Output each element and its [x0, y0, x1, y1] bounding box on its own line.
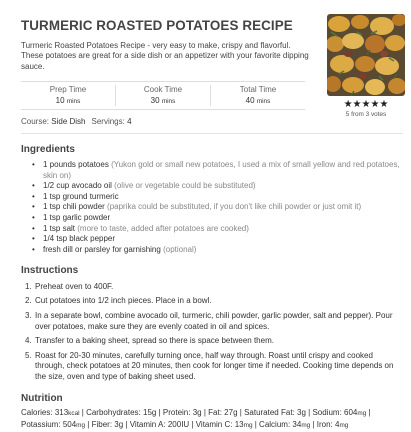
- total-time: [210, 85, 305, 106]
- nutrition-item: Saturated Fat: 3g: [244, 408, 306, 418]
- nutrition-item: Fat: 27g: [208, 408, 238, 418]
- nutrition-item: Sodium: 604mg: [312, 408, 367, 418]
- instruction-step: 2. Cut potatoes into 1/2 inch pieces. Place in a bowl.: [25, 296, 212, 306]
- instruction-step: 5. Roast for 20-30 minutes, carefully turning once, half way through. Roast until crispy and cooked through, check potatoes at 20 minutes, then cook for longer time if needed. Cooking time depends on the size, oven and type of baking sheet used.: [25, 350, 394, 382]
- ingredient-item: • 1 tsp garlic powder: [43, 213, 401, 224]
- nutrition-heading: Nutrition: [21, 392, 63, 404]
- nutrition-item: Potassium: 504mg: [21, 419, 86, 429]
- ingredient-item: • fresh dill or parsley for garnishing (optional): [43, 245, 401, 256]
- nutrition-item: Protein: 3g: [162, 408, 202, 418]
- recipe-photo[interactable]: [327, 14, 405, 96]
- recipe-summary: Turmeric Roasted Potatoes Recipe - very easy to make, crispy and flavorful. These potatoes are great for a side dish or an appetizer with your favorite dipping sauce.: [21, 40, 309, 71]
- ingredient-item: • 1 pounds potatoes (Yukon gold or small new potatoes, I used a mix of small yellow and red potatoes, skin on): [43, 160, 401, 181]
- nutrition-facts: Calories: 313kcal | Carbohydrates: 15g | Protein: 3g | Fat: 27g | Saturated Fat: 3g | Sodium: 604mg | Potassium: 504mg | Fiber: 3g | Vitamin A: 200IU | Vitamin C: 13mg | Calcium: 34mg | Iron: 4mg: [21, 408, 371, 429]
- nutrition-item: Vitamin A: 200IU: [129, 419, 190, 429]
- servings-info: Servings: 4: [91, 116, 132, 126]
- ingredient-item: • 1 tsp salt (more to taste, added after potatoes are cooked): [43, 224, 401, 235]
- ingredient-item: • 1/4 tsp black pepper: [43, 234, 401, 245]
- ingredients-heading: Ingredients: [21, 143, 75, 155]
- ingredients-list: [21, 160, 401, 255]
- time-value: 10 mins: [55, 95, 81, 105]
- nutrition-item: Calcium: 34mg: [259, 419, 311, 429]
- course-info: Course: Side Dish: [21, 116, 86, 126]
- instruction-step: 3. In a separate bowl, combine avocado oil, turmeric, chili powder, garlic powder, salt and pepper). Pour over potatoes, make sure they are evenly coated in oil and spices.: [25, 311, 393, 331]
- time-label: Prep Time: [49, 84, 87, 94]
- time-label: Total Time: [239, 84, 277, 94]
- rating-stars[interactable]: ★★★★★: [343, 99, 389, 110]
- divider: [21, 133, 403, 134]
- nutrition-item: Iron: 4mg: [316, 419, 349, 429]
- time-label: Cook Time: [143, 84, 183, 94]
- time-value: 40 mins: [245, 95, 271, 105]
- nutrition-item: Calories: 313kcal: [21, 408, 80, 418]
- prep-time: [21, 85, 115, 106]
- rating-votes: 5 from 3 votes: [345, 111, 387, 118]
- instruction-step: 4. Transfer to a baking sheet, spread so there is space between them.: [25, 336, 274, 346]
- nutrition-item: Carbohydrates: 15g: [86, 408, 157, 418]
- ingredient-item: • 1 tsp chili powder (paprika could be substituted, if you don't like chili powder or just omit it): [43, 202, 401, 213]
- ingredient-item: • 1 tsp ground turmeric: [43, 192, 401, 203]
- nutrition-item: Vitamin C: 13mg: [195, 419, 253, 429]
- instructions-list: [21, 282, 401, 383]
- nutrition-item: Fiber: 3g: [91, 419, 124, 429]
- time-table: [21, 81, 305, 110]
- instructions-heading: Instructions: [21, 265, 79, 277]
- time-value: 30 mins: [150, 95, 176, 105]
- instruction-step: 1. Preheat oven to 400F.: [25, 281, 114, 291]
- recipe-title: TURMERIC ROASTED POTATOES RECIPE: [21, 18, 293, 33]
- cook-time: [115, 85, 210, 106]
- ingredient-item: • 1/2 cup avocado oil (olive or vegetable could be substituted): [43, 181, 401, 192]
- recipe-photo-block: [327, 14, 405, 119]
